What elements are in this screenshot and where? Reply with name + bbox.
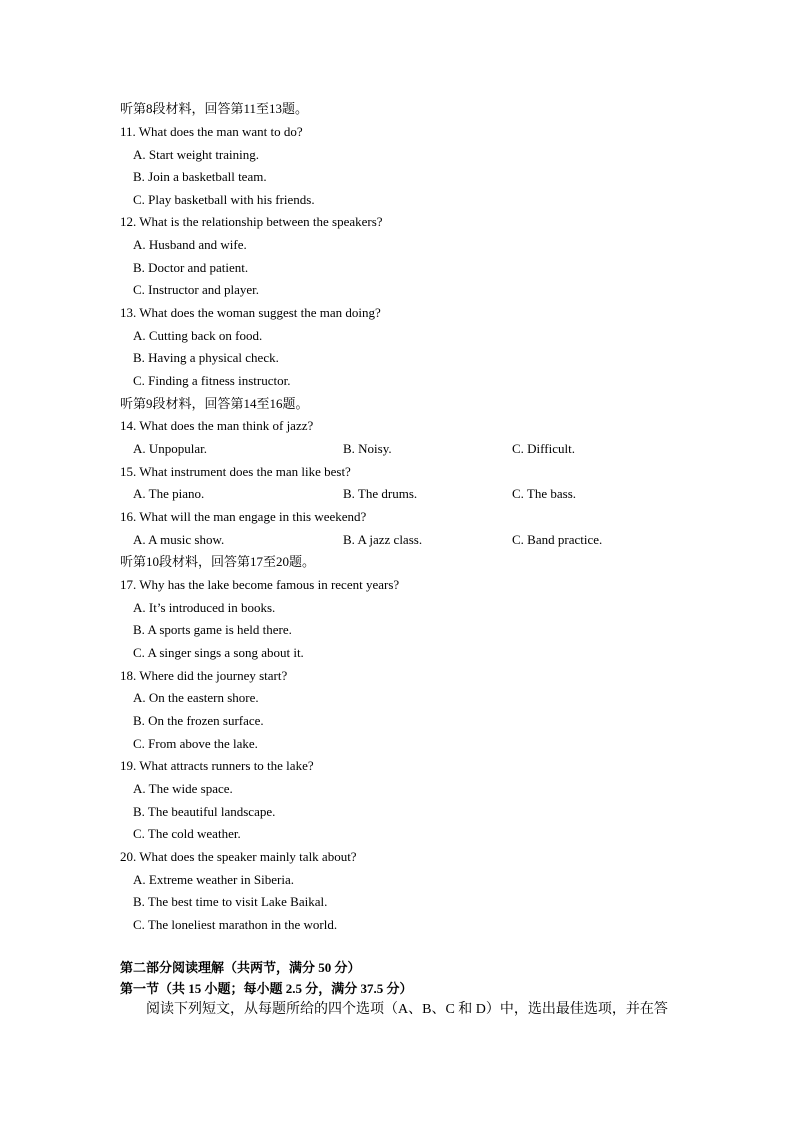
question-17: 17. Why has the lake become famous in recent years? [120,577,400,592]
option-14-b: B. Noisy. [343,441,392,456]
question-13: 13. What does the woman suggest the man doing? [120,305,381,320]
option-11-a: A. Start weight training. [133,147,260,162]
option-15-b: B. The drums. [343,486,418,501]
option-17-a: A. It’s introduced in books. [133,600,276,615]
question-18: 18. Where did the journey start? [120,668,288,683]
option-20-a: A. Extreme weather in Siberia. [133,872,294,887]
option-12-b: B. Doctor and patient. [133,260,249,275]
question-19: 19. What attracts runners to the lake? [120,758,314,773]
option-18-c: C. From above the lake. [133,736,258,751]
option-14-c: C. Difficult. [512,441,575,456]
part2-instruction: 阅读下列短文，从每题所给的四个选项（A、B、C 和 D）中，选出最佳选项，并在答 [146,1002,668,1017]
section-header-9: 听第9段材料，回答第14至16题。 [120,396,309,411]
question-20: 20. What does the speaker mainly talk about? [120,849,357,864]
option-18-a: A. On the eastern shore. [133,690,259,705]
option-15-c: C. The bass. [512,486,577,501]
option-19-c: C. The cold weather. [133,826,241,841]
option-12-c: C. Instructor and player. [133,282,259,297]
option-20-b: B. The best time to visit Lake Baikal. [133,894,328,909]
option-13-b: B. Having a physical check. [133,350,279,365]
question-16: 16. What will the man engage in this weekend? [120,509,367,524]
part2-subheading: 第一节（共 15 小题；每小题 2.5 分，满分 37.5 分） [120,981,413,996]
option-19-a: A. The wide space. [133,781,233,796]
option-11-b: B. Join a basketball team. [133,169,267,184]
option-17-c: C. A singer sings a song about it. [133,645,304,660]
option-11-c: C. Play basketball with his friends. [133,192,315,207]
option-19-b: B. The beautiful landscape. [133,804,276,819]
option-13-c: C. Finding a fitness instructor. [133,373,291,388]
option-15-a: A. The piano. [133,486,205,501]
question-11: 11. What does the man want to do? [120,124,303,139]
option-16-a: A. A music show. [133,532,225,547]
option-20-c: C. The loneliest marathon in the world. [133,917,338,932]
option-16-c: C. Band practice. [512,532,603,547]
section-header-10: 听第10段材料，回答第17至20题。 [120,554,316,569]
option-16-b: B. A jazz class. [343,532,423,547]
question-14: 14. What does the man think of jazz? [120,418,314,433]
option-12-a: A. Husband and wife. [133,237,247,252]
option-14-a: A. Unpopular. [133,441,208,456]
option-17-b: B. A sports game is held there. [133,622,292,637]
section-header-8: 听第8段材料，回答第11至13题。 [120,101,309,116]
question-12: 12. What is the relationship between the speakers? [120,214,383,229]
question-15: 15. What instrument does the man like best? [120,464,351,479]
part2-heading: 第二部分阅读理解（共两节，满分 50 分） [120,960,361,975]
option-13-a: A. Cutting back on food. [133,328,263,343]
option-18-b: B. On the frozen surface. [133,713,264,728]
